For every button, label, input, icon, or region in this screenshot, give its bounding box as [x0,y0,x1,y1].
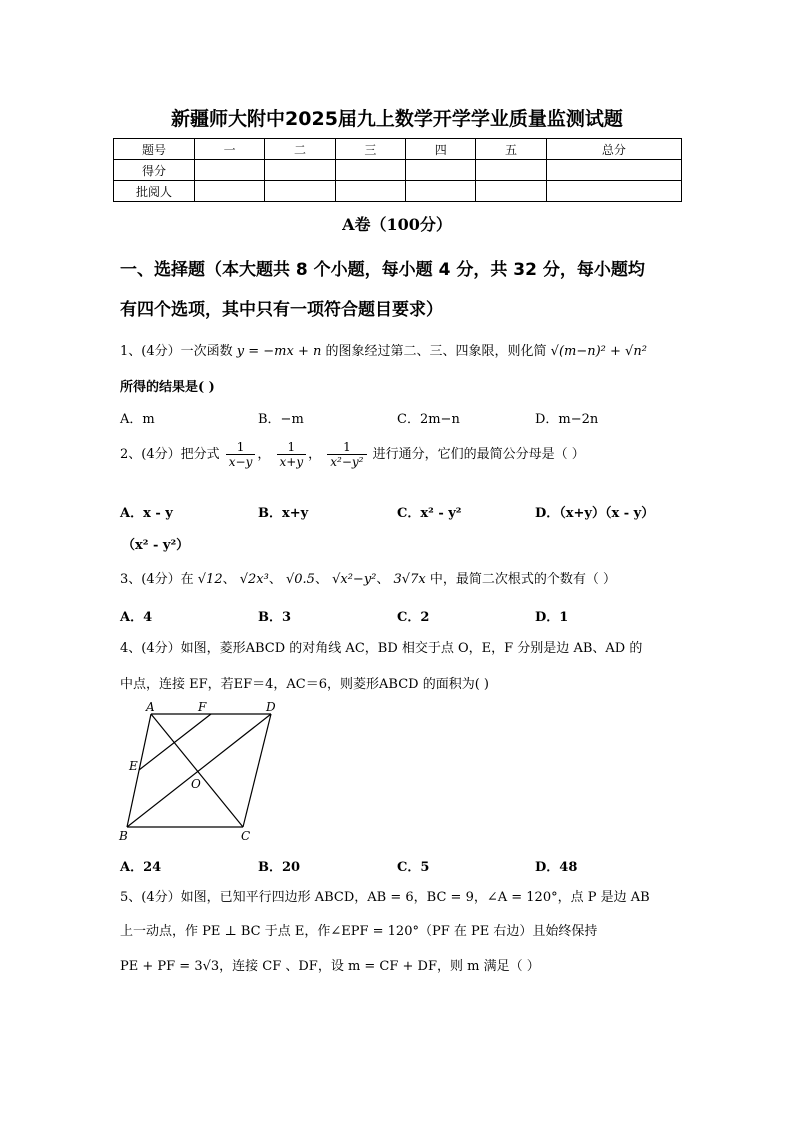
q1-line2: 所得的结果是( ) [120,380,215,395]
header-cell: 四 [406,139,476,160]
q2-option-c[interactable]: C．x² - y² [397,506,462,521]
q3-option-b[interactable]: B．3 [258,610,292,625]
grader-cell[interactable] [265,181,335,202]
q4-option-a[interactable]: A．24 [120,860,162,875]
label-o: O [191,777,201,791]
grader-row [114,181,682,202]
diagonal-ac [151,714,243,827]
grader-cell[interactable] [476,181,546,202]
q2-suffix: 进行通分，它们的最简公分母是（ ） [372,447,585,462]
q3-item: √12 [197,572,223,587]
q1-option-a[interactable]: A．m [120,412,155,427]
header-cell: 题号 [114,139,195,160]
q4-option-b[interactable]: B．20 [258,860,301,875]
header-cell: 一 [195,139,265,160]
q2-fraction-1: $\frac{1}{x-y}$ [226,440,256,469]
q1-option-b[interactable]: B．−m [258,412,304,427]
label-f: F [198,700,207,714]
q1-option-d[interactable]: D．m−2n [535,412,599,427]
q1-prefix: 1、(4分）一次函数 [120,344,233,359]
score-table [113,138,682,202]
q3-item: √0.5 [285,572,315,587]
header-cell: 三 [335,139,405,160]
edge-dc [243,714,271,827]
score-cell[interactable] [265,160,335,181]
q3-option-d[interactable]: D．1 [535,610,569,625]
score-cell[interactable] [195,160,265,181]
rhombus-figure [115,700,295,850]
q5-line2: 上一动点，作 PE ⊥ BC 于点 E，作∠EPF = 120°（PF 在 PE 右边）且始终保持 [120,924,598,939]
q1-option-c[interactable]: C．2m−n [397,412,460,427]
score-cell[interactable] [406,160,476,181]
header-cell: 五 [476,139,546,160]
q3-suffix: 中，最简二次根式的个数有（ ） [429,572,616,587]
volume-heading: A卷（100分） [342,215,452,234]
q2-prefix: 2、(4分）把分式 [120,447,220,462]
label-a: A [146,700,155,714]
header-cell: 二 [265,139,335,160]
row-label: 得分 [114,160,195,181]
label-c: C [241,829,251,843]
label-b: B [119,829,128,843]
diagonal-bd [127,714,271,827]
q3-item: √2x³ [239,572,269,587]
score-cell[interactable] [546,160,681,181]
exam-title: 新疆师大附中2025届九上数学开学学业质量监测试题 [171,108,623,130]
q2-option-a[interactable]: A．x - y [120,506,173,521]
q1-radical: √(m−n)² + √n² [550,344,647,359]
grader-cell[interactable] [195,181,265,202]
score-cell[interactable] [476,160,546,181]
q2-option-d[interactable]: D．（x+y）（x - y） [535,506,655,521]
label-e: E [129,759,138,773]
q3-option-a[interactable]: A．4 [120,610,153,625]
question-3: 3、(4分）在 √12、 √2x³、 √0.5、 √x²−y²、 3√7x 中，最简二次根式的个数有（ ） [120,572,616,587]
q4-option-c[interactable]: C．5 [397,860,430,875]
label-d: D [266,700,276,714]
row-label: 批阅人 [114,181,195,202]
section-heading-line2: 有四个选项，其中只有一项符合题目要求） [120,300,443,320]
q1-expression: y = −mx + n [236,344,322,359]
question-1 [120,340,647,359]
q2-fraction-3: $\frac{1}{\text{x²−y²}}$ [327,440,366,469]
q4-line1: 4、(4分）如图，菱形ABCD 的对角线 AC，BD 相交于点 O，E，F 分别是边 AB、AD 的 [120,641,643,656]
q4-option-d[interactable]: D．48 [535,860,578,875]
score-cell[interactable] [335,160,405,181]
grader-cell[interactable] [335,181,405,202]
q4-line2: 中点，连接 EF，若EF＝4，AC＝6，则菱形ABCD 的面积为( ) [120,677,489,692]
q3-prefix: 3、(4分）在 [120,572,194,587]
question-2: 2、(4分）把分式 $\frac{1}{x-y}$ ， $\frac{1}{x+y}$ ， $\frac{1}{\text{x²−y²}}$ 进行通分，它们的最简公分母是（ ） [120,440,585,469]
score-row [114,160,682,181]
q3-item: 3√7x [393,572,426,587]
q1-text: 的图象经过第二、三、四象限，则化简 [325,344,547,359]
q2-fraction-2: $\frac{1}{x+y}$ [277,440,307,469]
q3-option-c[interactable]: C．2 [397,610,430,625]
grader-cell[interactable] [546,181,681,202]
q2-option-d-continued: （x² - y²） [122,538,190,553]
section-heading-line1: 一、选择题（本大题共 8 个小题，每小题 4 分，共 32 分，每小题均 [120,260,645,280]
q5-line1: 5、(4分）如图，已知平行四边形 ABCD，AB = 6，BC = 9，∠A = 120°，点 P 是边 AB [120,890,650,905]
q2-option-b[interactable]: B．x+y [258,506,309,521]
q3-item: √x²−y² [332,572,377,587]
score-table-header-row [114,139,682,160]
q5-line3: PE + PF = 3√3，连接 CF 、DF，设 m = CF + DF，则 m 满足（ ） [120,959,540,974]
grader-cell[interactable] [406,181,476,202]
header-cell: 总分 [546,139,681,160]
